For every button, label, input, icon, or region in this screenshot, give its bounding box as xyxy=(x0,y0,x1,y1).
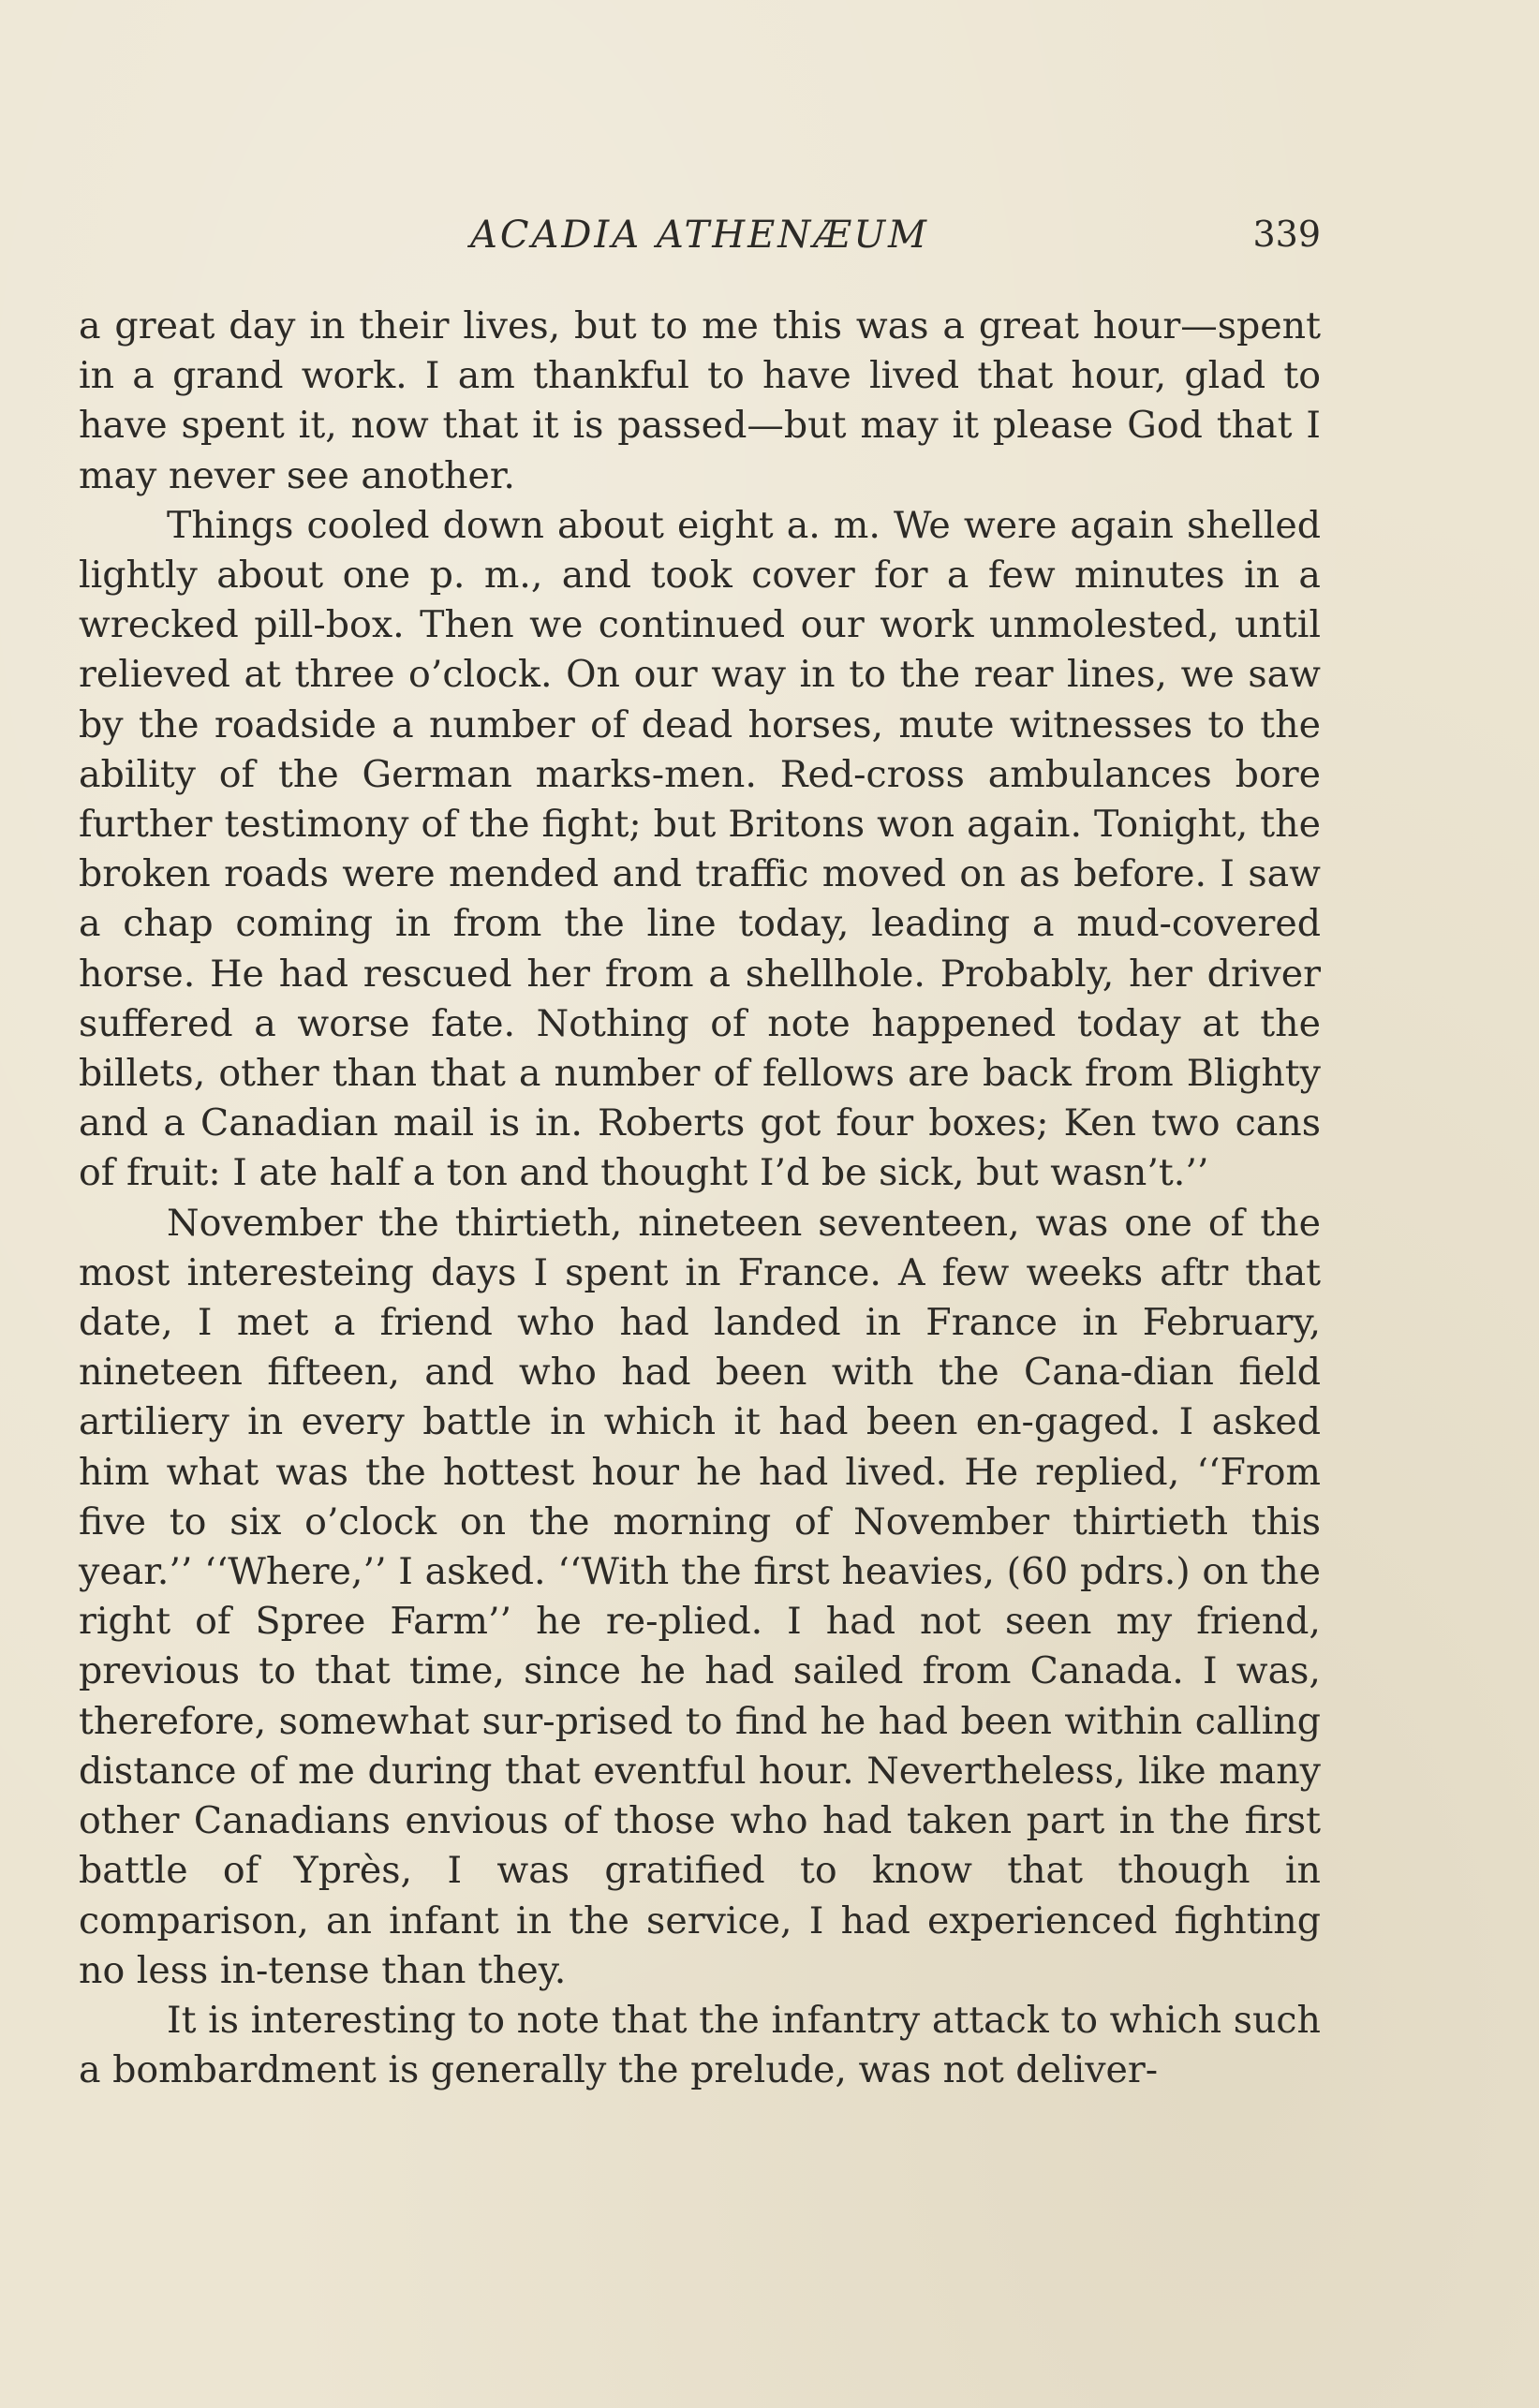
running-title: ACADIA ATHENÆUM xyxy=(469,214,930,257)
paragraph-2: Things cooled down about eight a. m. We were again shelled lightly about one p. m., and took cover for a few minutes in a wrecked pill-box. Then we continued our work unmolested, until relieved at three o’clock. On our way in to the rear lines, we saw by the roadside a number of dead horses, mute witnesses to the ability of the German marks-men. Red-cross ambulances bore further testimony of the fight; but Britons won again. Tonight, the broken roads were mended and traffic moved on as before. I saw a chap coming in from the line today, leading a mud-covered horse. He had rescued her from a shellhole. Probably, her driver suffered a worse fate. Nothing of note happened today at the billets, other than that a number of fellows are back from Blighty and a Canadian mail is in. Roberts got four boxes; Ken two cans of fruit: I ate half a ton and thought I’d be sick, but wasn’t.’’ xyxy=(79,503,1321,1195)
page-header xyxy=(79,214,1321,270)
body-text xyxy=(79,302,1321,2095)
paragraph-1: a great day in their lives, but to me this was a great hour—spent in a grand work. I am thankful to have lived that hour, glad to have spent it, now that it is passed—but may it please God that I may never see another. xyxy=(79,304,1321,497)
paragraph-3: November the thirtieth, nineteen seventeen, was one of the most interesteing days I spent in France. A few weeks aftr that date, I met a friend who had landed in France in February, nineteen fifteen, and who had been with the Cana-dian field artiliery in every battle in which it had been en-gaged. I asked him what was the hottest hour he had lived. He replied, ‘‘From five to six o’clock on the morning of November thirtieth this year.’’ ‘‘Where,’’ I asked. ‘‘With the first heavies, (60 pdrs.) on the right of Spree Farm’’ he re-plied. I had not seen my friend, previous to that time, since he had sailed from Canada. I was, therefore, somewhat sur-prised to find he had been within calling distance of me during that eventful hour. Nevertheless, like many other Canadians envious of those who had taken part in the first battle of Yprès, I was gratified to know that though in comparison, an infant in the service, I had experienced fighting no less in-tense than they. xyxy=(79,1201,1321,1992)
paragraph-4: It is interesting to note that the infantry attack to which such a bombardment is generally the prelude, was not deliver- xyxy=(79,1998,1321,2092)
page-number: 339 xyxy=(1252,214,1321,255)
